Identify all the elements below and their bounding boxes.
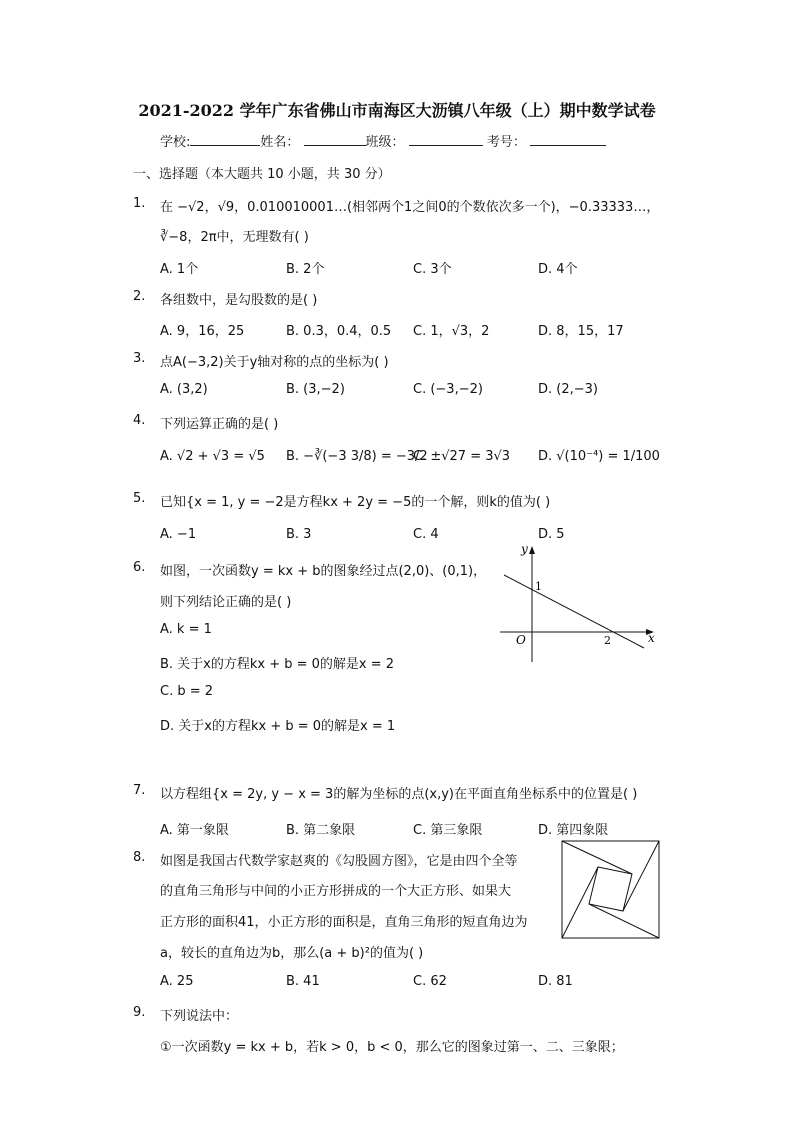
option-b: B. 3 — [286, 527, 312, 542]
option-c: C. ±√27 = 3√3 — [413, 449, 511, 464]
option-a: A. 25 — [160, 974, 194, 989]
y-intercept-label: 1 — [535, 580, 542, 593]
question-number: 5. — [133, 491, 146, 506]
student-info-row — [160, 131, 606, 150]
option-b: B. 关于x的方程kx + b = 0的解是x = 2 — [160, 657, 395, 672]
class-label: 班级： — [365, 135, 405, 150]
linear-function-graph — [490, 540, 670, 665]
question-number: 8. — [133, 850, 146, 865]
option-c: C. 62 — [413, 974, 447, 989]
option-d: D. 8，15，17 — [538, 324, 624, 339]
question-line: 以方程组{x = 2y, y − x = 3的解为坐标的点(x,y)在平面直角坐标系中的位置是( ) — [160, 787, 638, 802]
option-d: D. √(10⁻⁴) = 1/100 — [538, 449, 660, 464]
question-line: a，较长的直角边为b，那么(a + b)²的值为( ) — [160, 946, 424, 961]
option-c: C. 第三象限 — [413, 823, 483, 838]
option-c: C. b = 2 — [160, 684, 214, 699]
question-number: 7. — [133, 783, 146, 798]
option-d: D. 81 — [538, 974, 573, 989]
option-a: A. 第一象限 — [160, 823, 229, 838]
exam-no-label: 考号： — [486, 135, 526, 150]
question-number: 1. — [133, 196, 146, 211]
question-number: 9. — [133, 1005, 146, 1020]
option-b: B. −∛(−3 3/8) = −3/2 — [286, 449, 428, 464]
question-number: 3. — [133, 351, 146, 366]
section-heading: 一、选择题（本大题共 10 小题，共 30 分） — [133, 167, 391, 182]
triangle-edge — [562, 867, 598, 938]
option-b: B. 41 — [286, 974, 320, 989]
option-d: D. 关于x的方程kx + b = 0的解是x = 1 — [160, 719, 396, 734]
option-b: B. 2个 — [286, 262, 325, 277]
triangle-edge — [623, 841, 659, 911]
option-b: B. (3,−2) — [286, 382, 345, 397]
school-label: 学校: — [160, 135, 191, 150]
question-number: 2. — [133, 289, 146, 304]
name-blank — [304, 133, 366, 146]
question-line: 如图，一次函数y = kx + b的图象经过点(2,0)、(0,1)， — [160, 564, 487, 579]
option-a: A. −1 — [160, 527, 197, 542]
outer-square — [562, 841, 659, 938]
question-line: 在 −√2，√9，0.010010001…(相邻两个1之间0的个数依次多一个)，−0.33333…， — [160, 200, 660, 215]
question-line: 正方形的面积41，小正方形的面积是，直角三角形的短直角边为 — [160, 915, 528, 930]
question-line: 下列说法中： — [160, 1009, 239, 1024]
option-c: C. 3个 — [413, 262, 452, 277]
option-d: D. 5 — [538, 527, 565, 542]
option-b: B. 第二象限 — [286, 823, 356, 838]
x-axis-label: x — [648, 631, 655, 645]
option-c: C. 1，√3，2 — [413, 324, 490, 339]
exam-no-blank — [530, 133, 606, 146]
x-intercept-label: 2 — [604, 634, 611, 647]
class-blank — [409, 133, 483, 146]
question-number: 4. — [133, 413, 146, 428]
option-d: D. 4个 — [538, 262, 578, 277]
question-line: 的直角三角形与中间的小正方形拼成的一个大正方形、如果大 — [160, 884, 512, 899]
option-d: D. 第四象限 — [538, 823, 609, 838]
option-a: A. (3,2) — [160, 382, 208, 397]
question-line: 如图是我国古代数学家赵爽的《勾股圆方图》，它是由四个全等 — [160, 854, 518, 869]
option-c: C. 4 — [413, 527, 439, 542]
question-line: 下列运算正确的是( ) — [160, 417, 279, 432]
question-line: ①一次函数y = kx + b，若k > 0，b < 0，那么它的图象过第一、二、三象限； — [160, 1040, 624, 1055]
y-axis-arrow — [529, 546, 535, 554]
option-c: C. (−3,−2) — [413, 382, 483, 397]
option-a: A. 1个 — [160, 262, 199, 277]
question-line: 已知{x = 1, y = −2是方程kx + 2y = −5的一个解，则k的值为( ) — [160, 495, 551, 510]
question-line: ∛−8，2π中，无理数有( ) — [160, 230, 309, 245]
y-axis-label: y — [521, 542, 528, 556]
name-label: 姓名： — [260, 135, 300, 150]
option-d: D. (2,−3) — [538, 382, 598, 397]
option-a: A. √2 + √3 = √5 — [160, 449, 265, 464]
option-a: A. 9，16，25 — [160, 324, 245, 339]
question-line: 点A(−3,2)关于y轴对称的点的坐标为( ) — [160, 355, 389, 370]
option-a: A. k = 1 — [160, 622, 212, 637]
origin-label: O — [516, 633, 526, 647]
question-line: 各组数中，是勾股数的是( ) — [160, 293, 318, 308]
inner-square — [589, 867, 632, 911]
school-blank — [190, 133, 260, 146]
exam-title: 2021-2022 学年广东省佛山市南海区大沥镇八年级（上）期中数学试卷 — [138, 101, 656, 120]
question-number: 6. — [133, 560, 146, 575]
question-line: 则下列结论正确的是( ) — [160, 595, 292, 610]
option-b: B. 0.3，0.4，0.5 — [286, 324, 392, 339]
zhao-shuang-square-figure — [561, 840, 661, 940]
